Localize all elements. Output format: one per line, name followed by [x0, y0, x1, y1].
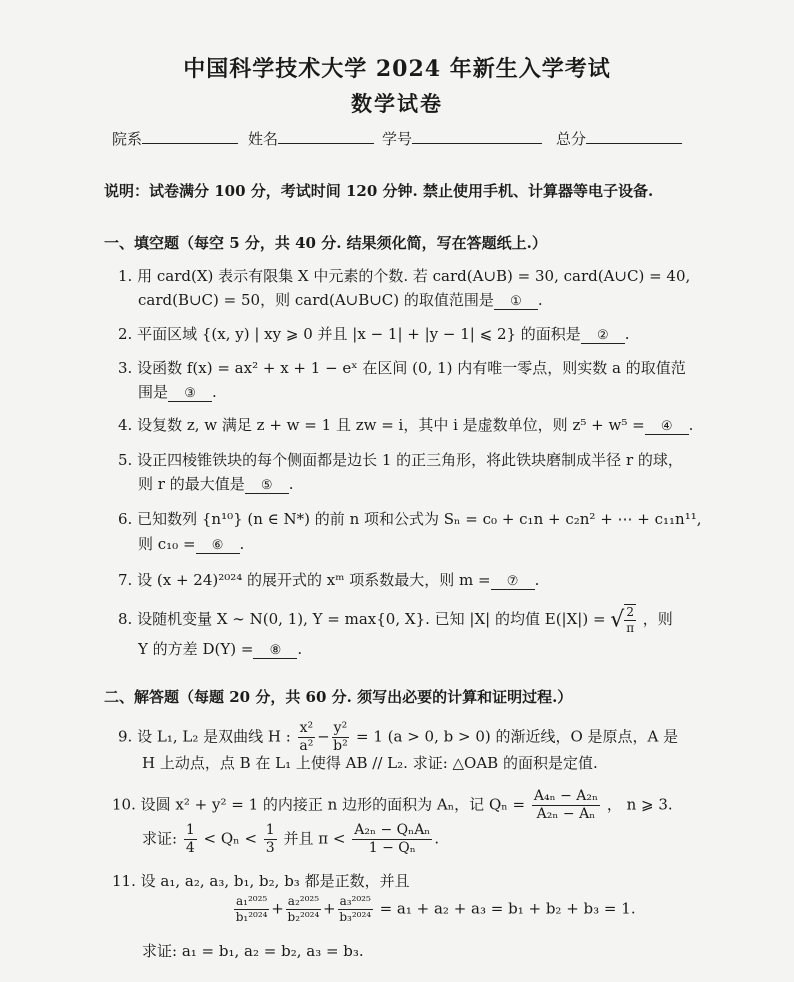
- question-1-line2: [138, 289, 543, 310]
- fraction-x2-a2: [298, 720, 316, 755]
- question-3-line2: [138, 381, 217, 402]
- minus-sign: −: [317, 727, 330, 746]
- question-number: 11.: [112, 872, 136, 890]
- question-11-line3: 求证: a₁ = b₁, a₂ = b₂, a₃ = b₃.: [142, 942, 364, 960]
- question-text: = 1 (a > 0, b > 0) 的渐近线，O 是原点，A 是: [355, 727, 679, 746]
- question-text: card(B∪C) = 50，则 card(A∪B∪C) 的取值范围是: [138, 291, 494, 309]
- question-text: Y 的方差 D(Y) =: [138, 640, 254, 658]
- question-text: = a₁ + a₂ + a₃ = b₁ + b₂ + b₃ = 1.: [379, 899, 636, 918]
- question-6: [118, 508, 702, 529]
- question-text: 设复数 z, w 满足 z + w = 1 且 zw = i，其中 i 是虚数单位，则 z⁵ + w⁵ =: [137, 416, 645, 434]
- fraction-denominator: A₂ₙ − Aₙ: [536, 806, 596, 822]
- question-text: 设正四棱锥铁块的每个侧面都是边长 1 的正三角形，将此铁块磨制成半径 r 的球，: [137, 451, 683, 469]
- blank-line: [278, 129, 374, 144]
- answer-blank-7: ⑦: [491, 574, 535, 590]
- question-6-line2: [138, 533, 244, 554]
- period: .: [239, 535, 245, 553]
- question-number: 8.: [118, 610, 133, 628]
- question-1: [118, 265, 690, 286]
- question-10: [112, 788, 673, 823]
- fraction-term-1: [234, 894, 269, 925]
- fraction-numerator: a₂²⁰²⁵: [287, 894, 320, 908]
- question-8-line2: [138, 638, 302, 659]
- answer-blank-5: ⑤: [245, 478, 289, 494]
- field-label: 学号: [382, 130, 413, 148]
- period: .: [537, 291, 543, 309]
- fraction-denominator: b₃²⁰²⁴: [339, 910, 372, 924]
- fraction-numerator: 1: [265, 822, 275, 838]
- question-text: 设 L₁, L₂ 是双曲线 H :: [137, 727, 291, 746]
- section2-heading: 二、解答题（每题 20 分，共 60 分. 须写出必要的计算和证明过程.）: [104, 688, 573, 706]
- answer-blank-2: ②: [581, 328, 625, 344]
- sqrt-fraction: [624, 604, 636, 636]
- answer-blank-8: ⑧: [253, 643, 297, 659]
- fraction-numerator: A₄ₙ − A₂ₙ: [533, 788, 599, 804]
- question-number: 2.: [118, 325, 133, 343]
- question-5-line2: [138, 473, 294, 494]
- field-label: 总分: [556, 130, 587, 148]
- question-9: [118, 720, 678, 755]
- answer-blank-1: ①: [494, 294, 538, 310]
- question-text: ， n ⩾ 3.: [606, 795, 673, 814]
- plus-sign: +: [271, 899, 284, 918]
- question-text: 并且 π <: [283, 829, 346, 848]
- question-text: 平面区域 {(x, y) | xy ⩾ 0 并且 |x − 1| + |y − 1| ⩽ 2} 的面积是: [137, 325, 581, 343]
- question-text: < Qₙ <: [203, 829, 258, 848]
- fraction-one-quarter: [184, 822, 197, 857]
- question-text: 设随机变量 X ∼ N(0, 1), Y = max{0, X}. 已知 |X| 的均值 E(|X|) =: [137, 610, 606, 628]
- fraction-qn: [532, 788, 600, 823]
- field-total-score: [556, 128, 682, 149]
- fraction-denominator: b₂²⁰²⁴: [287, 910, 320, 924]
- question-text: 则 c₁₀ =: [138, 535, 196, 553]
- blank-line: [586, 129, 682, 144]
- exam-title: 中国科学技术大学 2024 年新生入学考试: [183, 56, 611, 82]
- question-11: [112, 870, 410, 891]
- answer-blank-3: ③: [168, 386, 212, 402]
- fraction-y2-b2: [332, 720, 350, 755]
- question-3: [118, 357, 686, 378]
- period: .: [434, 829, 440, 848]
- question-text: 设 (x + 24)²⁰²⁴ 的展开式的 xᵐ 项系数最大，则 m =: [137, 571, 491, 589]
- fraction-denominator: 3: [265, 840, 275, 856]
- question-text: 用 card(X) 表示有限集 X 中元素的个数. 若 card(A∪B) = 30, card(A∪C) = 40,: [137, 267, 691, 285]
- question-number: 3.: [118, 359, 133, 377]
- period: .: [624, 325, 630, 343]
- field-label: 院系: [112, 130, 143, 148]
- fraction-term-2: [286, 894, 321, 925]
- fraction-one-third: [264, 822, 277, 857]
- fraction-denominator: a²: [299, 738, 314, 754]
- answer-blank-4: ④: [645, 419, 689, 435]
- question-text: 求证:: [142, 829, 178, 848]
- fraction-term-3: [338, 894, 373, 925]
- answer-blank-6: ⑥: [196, 538, 240, 554]
- question-number: 9.: [118, 727, 133, 746]
- question-number: 7.: [118, 571, 133, 589]
- period: .: [212, 383, 217, 401]
- blank-line: [142, 129, 238, 144]
- question-2: [118, 323, 630, 344]
- period: .: [297, 640, 303, 658]
- field-department: [112, 128, 238, 149]
- fraction-numerator: x²: [299, 720, 314, 736]
- fraction-denominator: b²: [333, 738, 348, 754]
- question-5: [118, 449, 683, 470]
- question-9-line2: H 上动点，点 B 在 L₁ 上使得 AB // L₂. 求证: △OAB 的面积是定值.: [142, 754, 598, 772]
- fraction-numerator: a₁²⁰²⁵: [236, 894, 268, 908]
- fraction-denominator: 4: [185, 840, 195, 856]
- question-text: 已知数列 {n¹⁰} (n ∈ N*) 的前 n 项和公式为 Sₙ = c₀ + c₁n + c₂n² + ⋯ + c₁₁n¹¹,: [137, 510, 702, 528]
- question-number: 10.: [112, 795, 136, 814]
- question-text: ，则: [642, 610, 673, 628]
- fraction-numerator: 1: [185, 822, 195, 838]
- period: .: [288, 475, 294, 493]
- question-10-line2: [142, 822, 439, 857]
- fraction-pi-bound: [352, 822, 432, 857]
- fraction-denominator: 1 − Qₙ: [368, 840, 416, 856]
- field-student-id: [382, 128, 542, 149]
- fraction-numerator: A₂ₙ − QₙAₙ: [354, 822, 431, 838]
- period: .: [534, 571, 540, 589]
- question-text: 设圆 x² + y² = 1 的内接正 n 边形的面积为 Aₙ，记 Qₙ =: [140, 795, 526, 814]
- field-name: [248, 128, 374, 149]
- section1-heading: 一、填空题（每空 5 分，共 40 分. 结果须化简，写在答题纸上.）: [104, 234, 547, 252]
- exam-subtitle: 数学试卷: [351, 91, 443, 116]
- fraction-numerator: y²: [333, 720, 348, 736]
- question-4: [118, 414, 693, 435]
- period: .: [688, 416, 694, 434]
- question-number: 5.: [118, 451, 133, 469]
- question-11-equation: [232, 894, 636, 925]
- sqrt-sign: √: [610, 607, 625, 633]
- sqrt-expression: [610, 604, 638, 636]
- plus-sign: +: [323, 899, 336, 918]
- fraction-denominator: b₁²⁰²⁴: [235, 910, 268, 924]
- fraction-numerator: a₃²⁰²⁵: [339, 894, 371, 908]
- question-7: [118, 569, 539, 590]
- field-label: 姓名: [248, 130, 279, 148]
- question-text: 则 r 的最大值是: [138, 475, 245, 493]
- question-8: [118, 604, 673, 636]
- question-text: 设函数 f(x) = ax² + x + 1 − eˣ 在区间 (0, 1) 内有唯一零点，则实数 a 的取值范: [137, 359, 686, 377]
- question-text: 围是: [138, 383, 169, 401]
- fraction-denominator: π: [626, 621, 635, 635]
- blank-line: [412, 129, 542, 144]
- question-number: 4.: [118, 416, 133, 434]
- question-text: 设 a₁, a₂, a₃, b₁, b₂, b₃ 都是正数，并且: [140, 872, 410, 890]
- fraction-numerator: 2: [626, 605, 634, 619]
- question-number: 6.: [118, 510, 133, 528]
- instructions-note: 说明：试卷满分 100 分，考试时间 120 分钟. 禁止使用手机、计算器等电子设备.: [104, 182, 654, 200]
- question-number: 1.: [118, 267, 133, 285]
